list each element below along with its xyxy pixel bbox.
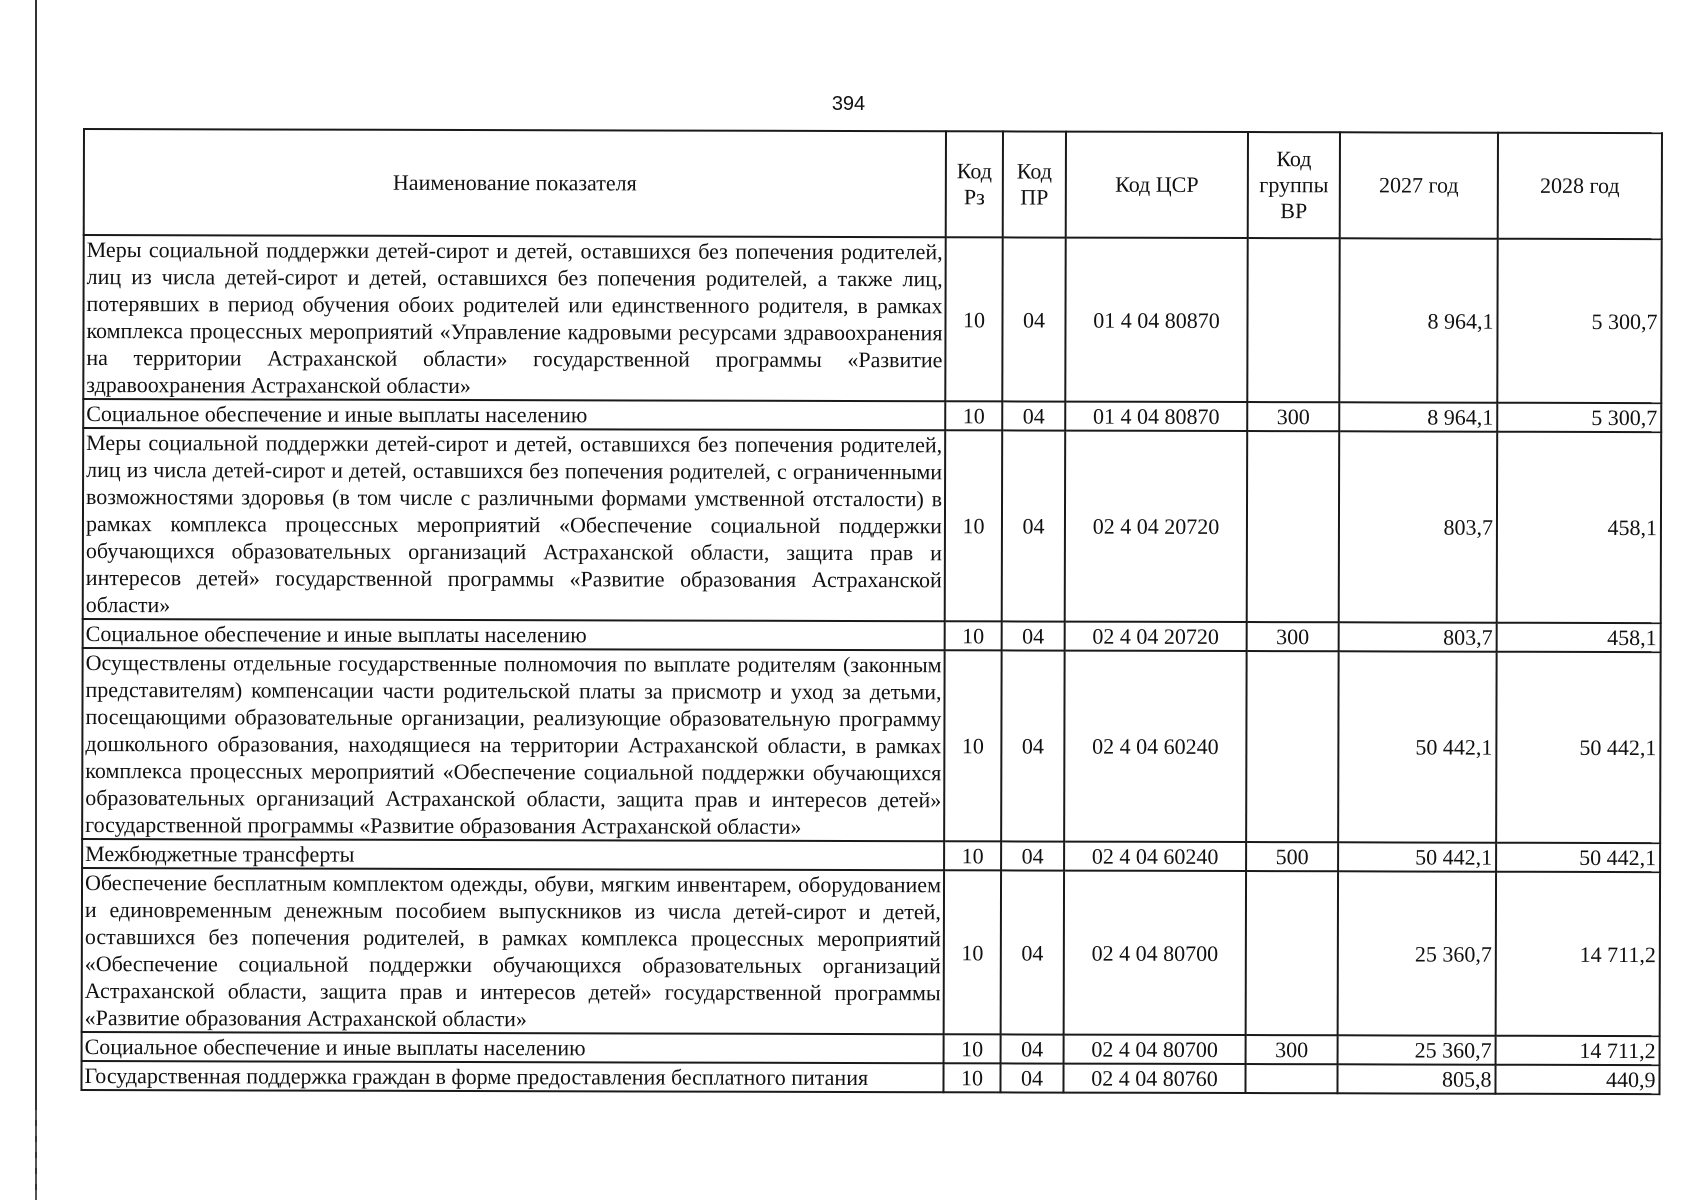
table-row <box>82 868 1660 1036</box>
row-name: Осуществлены отдельные государственные полномочия по выплате родителям (законным представителям) компенсации части родительской платы за присмотр и уход за детьми, посещающими образовательные организации, реализующие образовательную программу дошкольного образования, находящиеся на территории Астраханской области, в рамках комплекса процессных мероприятий «Обеспечение социальной поддержки обучающихся образовательных организаций Астраханской области, защита прав и интересов детей» государственной программы «Развитие образования Астраханской области» <box>82 648 944 841</box>
row-pr: 04 <box>1002 430 1065 621</box>
page-margin-dashes <box>35 1110 37 1200</box>
row-csr: 02 4 04 60240 <box>1064 842 1246 871</box>
row-pr: 04 <box>1001 650 1064 841</box>
table-row <box>83 399 1661 432</box>
row-2027: 25 360,7 <box>1338 1035 1496 1064</box>
row-rz: 10 <box>945 237 1002 401</box>
page-margin-line <box>35 0 37 1200</box>
row-name: Социальное обеспечение и иные выплаты населению <box>82 1032 944 1063</box>
row-pr: 04 <box>1001 841 1064 870</box>
row-vr <box>1245 1064 1337 1093</box>
row-rz: 10 <box>945 401 1002 430</box>
row-name: Меры социальной поддержки детей-сирот и детей, оставшихся без попечения родителей, лиц из числа детей-сирот и детей, оставшихся без попечения родителей, с ограниченными возможностями здоровья (в том числе с различными формами умственной отсталости) в рамках комплекса процессных мероприятий «Обеспечение социальной поддержки обучающихся образовательных организаций Астраханской области, защита прав и интересов детей» государственной программы «Развитие образования Астраханской области» <box>83 428 945 621</box>
row-pr: 04 <box>1001 870 1064 1034</box>
row-vr: 500 <box>1246 842 1338 871</box>
row-vr <box>1247 431 1339 622</box>
row-rz: 10 <box>944 1034 1001 1063</box>
row-2027: 803,7 <box>1339 622 1497 651</box>
budget-table <box>80 128 1663 1095</box>
row-rz: 10 <box>945 430 1002 621</box>
row-2028: 5 300,7 <box>1497 403 1661 432</box>
row-pr: 04 <box>1002 401 1065 430</box>
row-vr: 300 <box>1247 402 1339 431</box>
row-name: Социальное обеспечение и иные выплаты населению <box>83 399 945 430</box>
page-number: 394 <box>831 93 866 115</box>
row-rz: 10 <box>944 870 1001 1034</box>
row-2027: 803,7 <box>1339 431 1497 622</box>
table-row <box>82 1032 1660 1065</box>
row-csr: 02 4 04 80760 <box>1063 1064 1245 1093</box>
row-vr: 300 <box>1246 1035 1338 1064</box>
row-2028: 5 300,7 <box>1497 239 1661 403</box>
header-csr: Код ЦСР <box>1066 132 1248 238</box>
row-2028: 14 711,2 <box>1496 1036 1660 1065</box>
row-2027: 805,8 <box>1337 1064 1495 1093</box>
row-2028: 458,1 <box>1497 432 1661 623</box>
row-name: Обеспечение бесплатным комплектом одежды, обуви, мягким инвентарем, оборудованием и единовременным денежным пособием выпускников из числа детей-сирот и детей, оставшихся без попечения родителей, в рамках комплекса процессных мероприятий «Обеспечение социальной поддержки обучающихся образовательных организаций Астраханской области, защита прав и интересов детей» государственной программы «Развитие образования Астраханской области» <box>82 868 944 1034</box>
header-2028: 2028 год <box>1498 133 1662 239</box>
row-pr: 04 <box>1002 621 1065 650</box>
row-rz: 10 <box>944 841 1001 870</box>
row-2027: 8 964,1 <box>1339 238 1497 402</box>
row-csr: 02 4 04 60240 <box>1064 651 1246 842</box>
row-2027: 25 360,7 <box>1338 871 1496 1035</box>
row-vr <box>1246 651 1338 842</box>
row-2027: 50 442,1 <box>1338 842 1496 871</box>
row-2028: 50 442,1 <box>1496 843 1660 872</box>
row-pr: 04 <box>1002 237 1065 401</box>
row-vr <box>1247 238 1339 402</box>
row-csr: 02 4 04 20720 <box>1065 431 1247 622</box>
row-2028: 458,1 <box>1497 623 1661 652</box>
row-csr: 01 4 04 80870 <box>1065 402 1247 431</box>
row-2027: 50 442,1 <box>1338 651 1496 842</box>
header-rz: Код Рз <box>946 131 1003 237</box>
row-name: Меры социальной поддержки детей-сирот и детей, оставшихся без попечения родителей, лиц из числа детей-сирот и детей, оставшихся без попечения родителей, а также лиц, потерявших в период обучения обоих родителей или единственного родителя, в рамках комплекса процессных мероприятий «Управление кадровыми ресурсами здравоохранения на территории Астраханской области» государственной программы «Развитие здравоохранения Астраханской области» <box>83 235 945 401</box>
table-row <box>83 428 1661 623</box>
row-name: Социальное обеспечение и иные выплаты населению <box>83 619 945 650</box>
row-2028: 440,9 <box>1495 1065 1659 1094</box>
header-vr: Код группы ВР <box>1248 132 1340 238</box>
table-row <box>83 235 1661 403</box>
table-row <box>82 839 1660 872</box>
row-rz: 10 <box>945 621 1002 650</box>
row-csr: 02 4 04 80700 <box>1064 1035 1246 1064</box>
row-csr: 01 4 04 80870 <box>1065 238 1247 402</box>
header-2027: 2027 год <box>1340 132 1498 238</box>
row-rz: 10 <box>944 650 1001 841</box>
row-name: Межбюджетные трансферты <box>82 839 944 870</box>
row-2027: 8 964,1 <box>1339 402 1497 431</box>
row-pr: 04 <box>1000 1063 1063 1092</box>
row-pr: 04 <box>1001 1034 1064 1063</box>
row-csr: 02 4 04 80700 <box>1064 871 1246 1035</box>
table-header-row <box>84 129 1662 239</box>
table-row <box>83 619 1661 652</box>
row-rz: 10 <box>943 1063 1000 1092</box>
table-row <box>81 1061 1659 1094</box>
row-vr: 300 <box>1247 622 1339 651</box>
row-2028: 14 711,2 <box>1496 872 1660 1036</box>
row-2028: 50 442,1 <box>1496 652 1660 843</box>
row-vr <box>1246 871 1338 1035</box>
header-name: Наименование показателя <box>84 129 946 237</box>
row-csr: 02 4 04 20720 <box>1065 622 1247 651</box>
header-pr: Код ПР <box>1003 131 1066 237</box>
row-name: Государственная поддержка граждан в форме предоставления бесплатного питания <box>81 1061 943 1092</box>
table-row <box>82 648 1660 843</box>
